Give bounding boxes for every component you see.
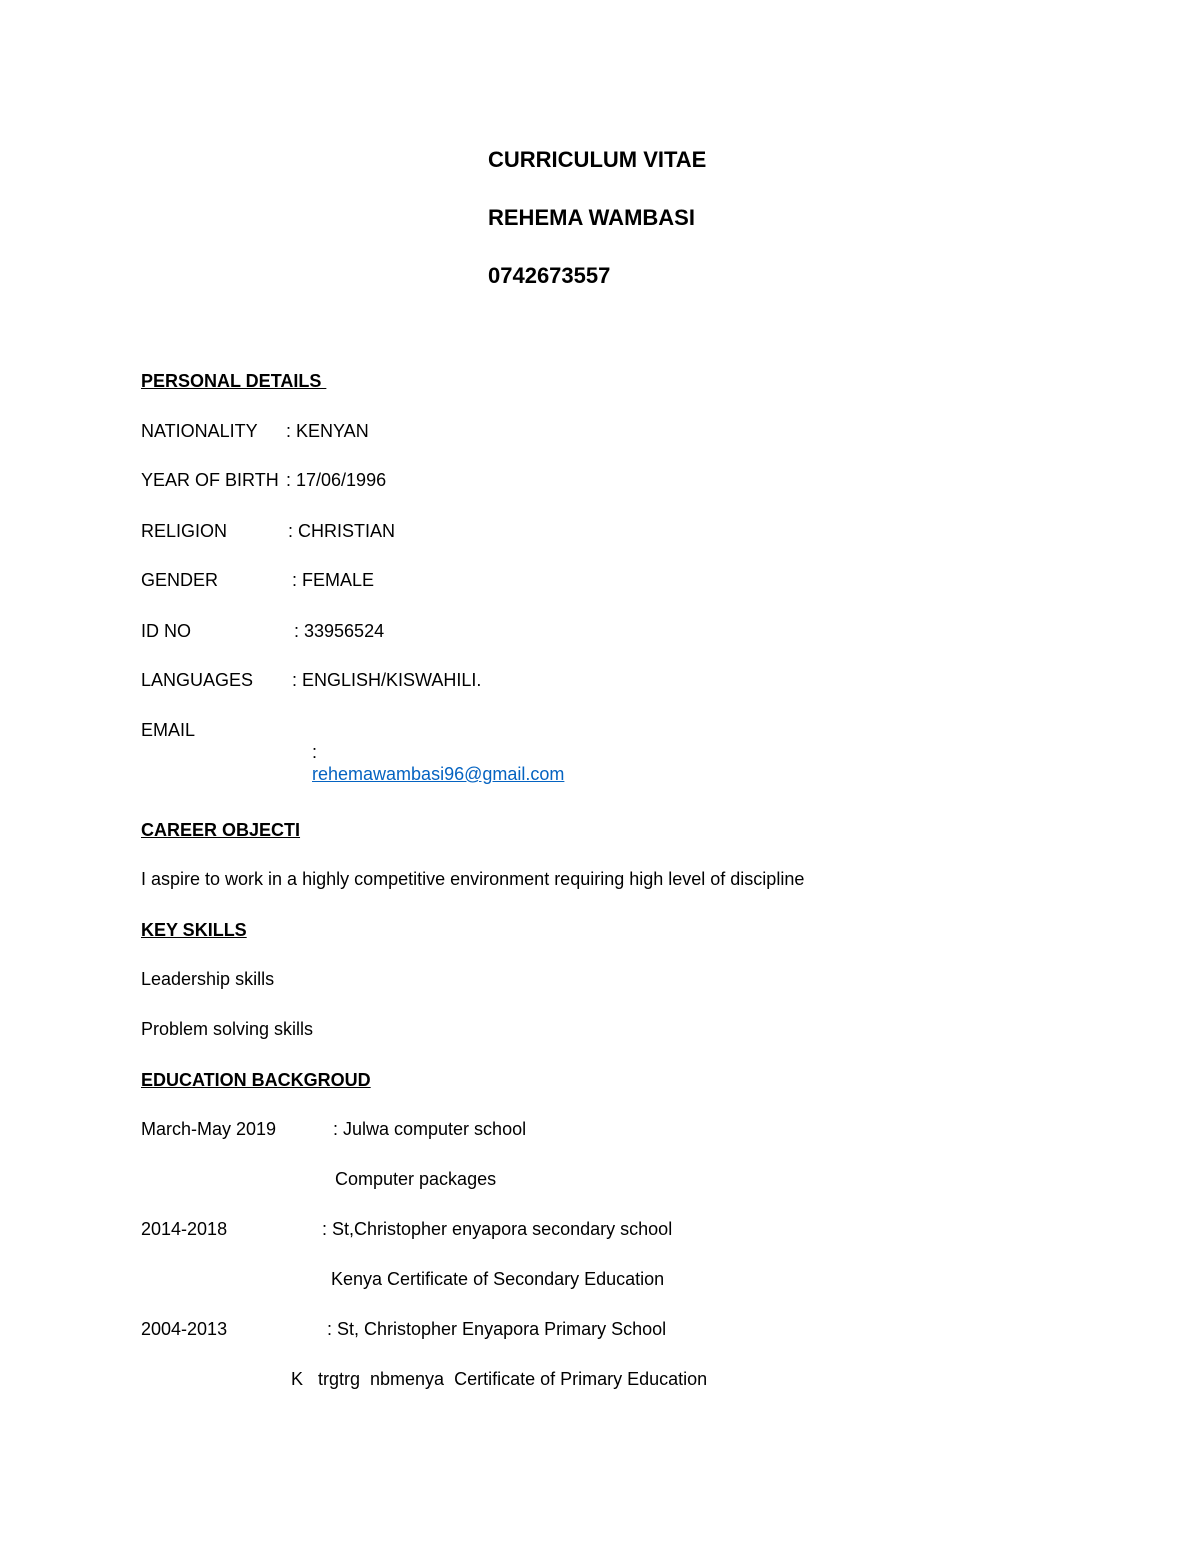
skill-item: Leadership skills — [141, 969, 275, 989]
religion-value: : CHRISTIAN — [288, 521, 396, 541]
birth-value: : 17/06/1996 — [286, 470, 387, 490]
personal-details-heading: PERSONAL DETAILS — [141, 371, 327, 391]
education-school: : Julwa computer school — [333, 1119, 527, 1139]
email-label: EMAIL — [141, 720, 196, 740]
skills-heading: KEY SKILLS — [141, 920, 247, 940]
languages-label: LANGUAGES — [141, 670, 254, 690]
education-period: March-May 2019 — [141, 1119, 277, 1139]
email-colon: : — [312, 742, 318, 762]
education-period: 2004-2013 — [141, 1319, 228, 1339]
id-label: ID NO — [141, 621, 192, 641]
education-school: : St,Christopher enyapora secondary school — [322, 1219, 673, 1239]
education-period: 2014-2018 — [141, 1219, 228, 1239]
candidate-phone: 0742673557 — [488, 263, 611, 288]
career-text: I aspire to work in a highly competitive environment requiring high level of discipline — [141, 869, 805, 889]
nationality-label: NATIONALITY — [141, 421, 258, 441]
id-value: : 33956524 — [294, 621, 385, 641]
languages-value: : ENGLISH/KISWAHILI. — [292, 670, 482, 690]
email-value — [292, 719, 564, 807]
gender-label: GENDER — [141, 570, 219, 590]
skill-item: Problem solving skills — [141, 1019, 314, 1039]
gender-value: : FEMALE — [292, 570, 375, 590]
religion-label: RELIGION — [141, 521, 228, 541]
education-school: : St, Christopher Enyapora Primary School — [327, 1319, 667, 1339]
education-award: Computer packages — [335, 1169, 497, 1189]
birth-label: YEAR OF BIRTH — [141, 470, 279, 490]
candidate-name: REHEMA WAMBASI — [488, 205, 695, 230]
education-heading: EDUCATION BACKGROUD — [141, 1070, 371, 1090]
nationality-value: : KENYAN — [286, 421, 369, 441]
document-title: CURRICULUM VITAE — [488, 147, 707, 172]
email-link[interactable]: rehemawambasi96@gmail.com — [312, 764, 565, 784]
education-award: K trgtrg nbmenya Certificate of Primary Education — [291, 1369, 708, 1389]
career-heading: CAREER OBJECTI — [141, 820, 301, 840]
education-award: Kenya Certificate of Secondary Education — [331, 1269, 665, 1289]
